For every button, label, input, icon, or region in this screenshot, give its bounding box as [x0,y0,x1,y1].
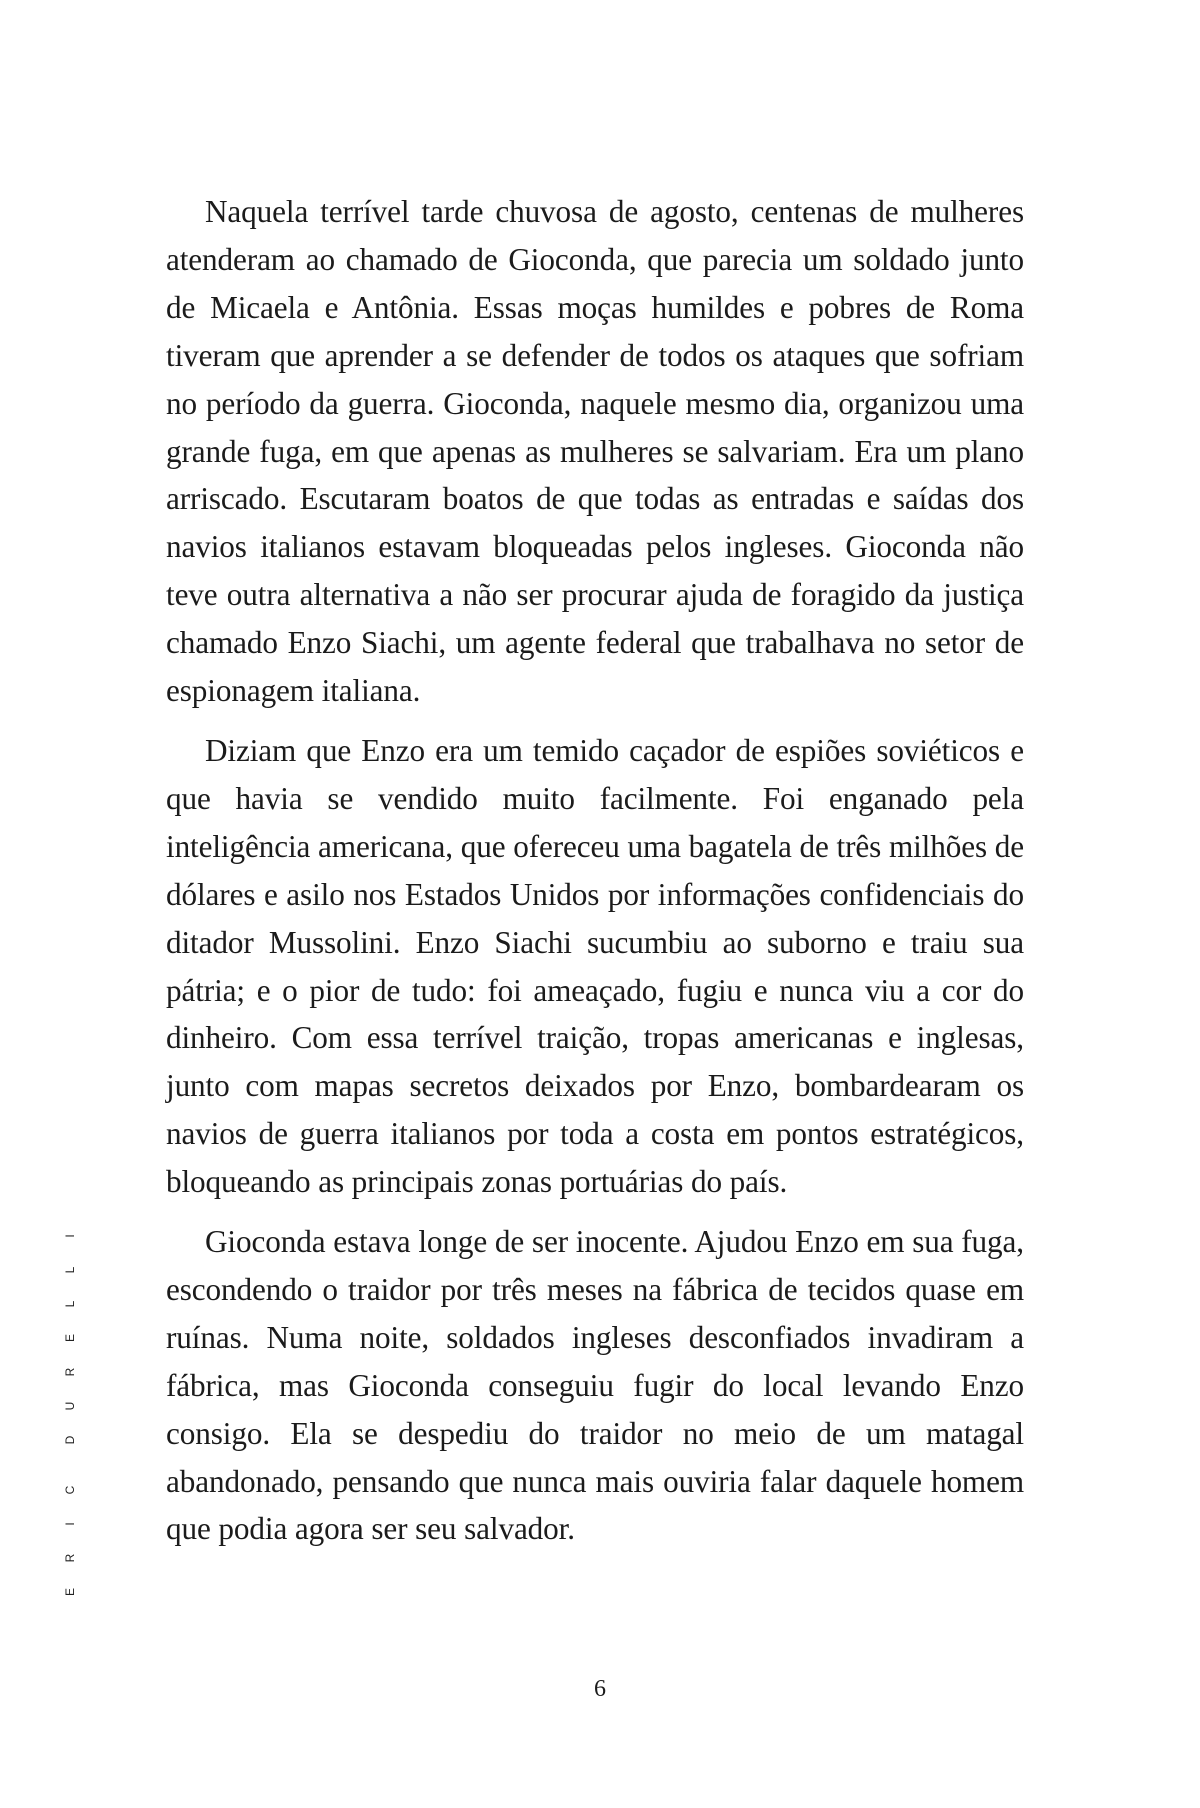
running-head-letter: D [63,1435,77,1445]
running-head-letter: R [63,1367,77,1377]
paragraph-3: Gioconda estava longe de ser inocente. Ajudou Enzo em sua fuga, escondendo o traidor por três meses na fábrica de tecidos quase em ruínas. Numa noite, soldados ingleses desconfiados invadiram a fábrica, mas Gioconda conseguiu fugir do local levando Enzo consigo. Ela se despediu do traidor no meio de um matagal abandonado, pensando que nunca mais ouviria falar daquele homem que podia agora ser seu salvador. [166,1224,1024,1547]
running-head-letter: R [63,1553,77,1563]
running-head-letter: L [63,1300,77,1308]
running-head-letter: C [63,1485,77,1495]
paragraph-1: Naquela terrível tarde chuvosa de agosto, centenas de mulheres atenderam ao chamado de Gioconda, que parecia um soldado junto de Micaela e Antônia. Essas moças humildes e pobres de Roma tiveram que aprender a se defender de todos os ataques que sofriam no período da guerra. Gioconda, naquele mesmo dia, organizou uma grande fuga, em que apenas as mulheres se salvariam. Era um plano arriscado. Escutaram boatos de que todas as entradas e saídas dos navios italianos estavam bloqueadas pelos ingleses. Gioconda não teve outra alternativa a não ser procurar ajuda de foragido da justiça chamado Enzo Siachi, um agente federal que trabalhava no setor de espionagem italiana. [166,194,1024,709]
running-head-letter: I [63,1234,77,1238]
running-head-letter: E [63,1334,77,1343]
body-text [166,188,1024,1565]
running-head-letter: U [63,1401,77,1411]
running-head-author [59,1218,81,1598]
running-head-letter: E [63,1588,77,1597]
running-head-letter: I [63,1522,77,1526]
page-number: 6 [594,1676,606,1702]
paragraph-2: Diziam que Enzo era um temido caçador de espiões soviéticos e que havia se vendido muito facilmente. Foi enganado pela inteligência americana, que ofereceu uma bagatela de três milhões de dólares e asilo nos Estados Unidos por informações confidenciais do ditador Mussolini. Enzo Siachi sucumbiu ao suborno e traiu sua pátria; e o pior de tudo: foi ameaçado, fugiu e nunca viu a cor do dinheiro. Com essa terrível traição, tropas americanas e inglesas, junto com mapas secretos deixados por Enzo, bombardearam os navios de guerra italianos por toda a costa em pontos estratégicos, bloqueando as principais zonas portuárias do país. [166,732,1024,1200]
running-head-letter: L [63,1266,77,1274]
